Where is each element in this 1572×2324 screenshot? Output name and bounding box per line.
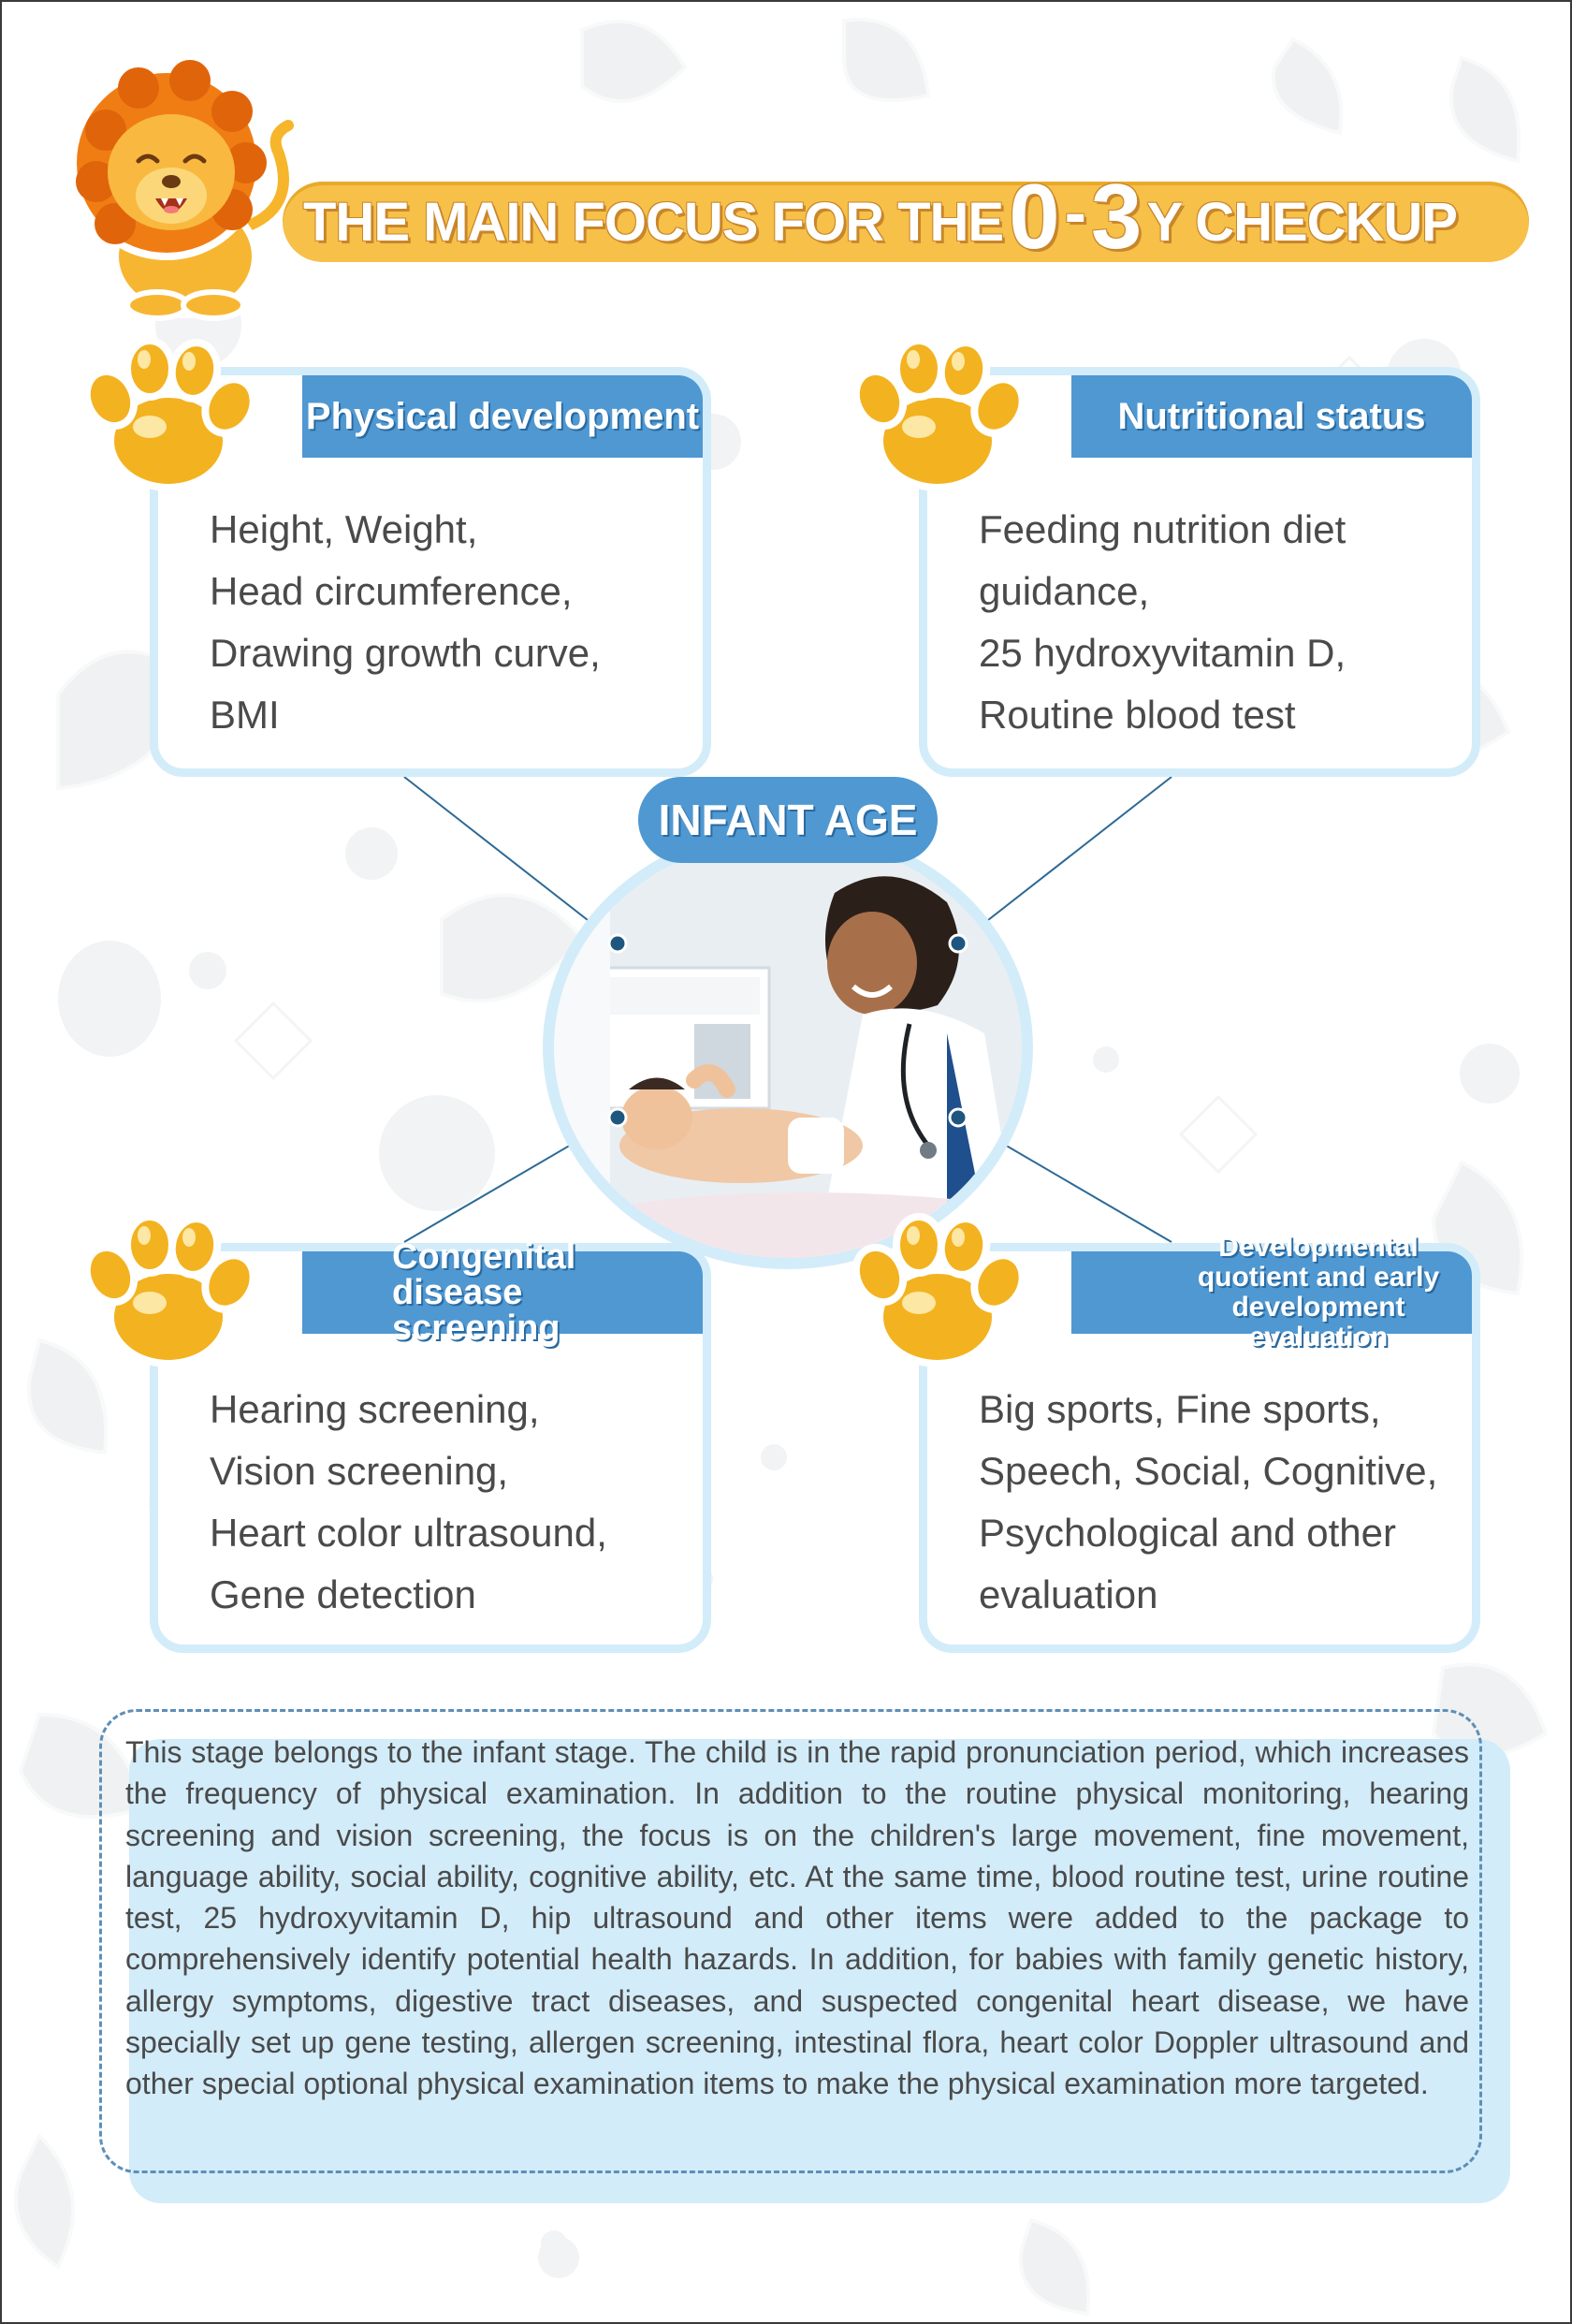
card-body-nutritional-status: Feeding nutrition diet guidance, 25 hydroxyvitamin D, Routine blood test bbox=[979, 507, 1346, 737]
lion-mascot-icon bbox=[45, 41, 326, 322]
card-header-nutritional-status: Nutritional status bbox=[1071, 375, 1472, 458]
card-body-physical-development: Height, Weight, Head circumference, Drawing growth curve, BMI bbox=[210, 507, 601, 737]
card-header-congenital-disease-screening: Congenital disease screening bbox=[302, 1251, 703, 1334]
description-text: This stage belongs to the infant stage. The child is in the rapid pronunciation period, which increases the frequency of physical examination. In addition to the routine physical monitoring, hearing screening and vision screening, the focus is on the children's large movement, fine movement, language ability, social ability, cognitive ability, etc. At the same time, blood routine test, urine routine test, 25 hydroxyvitamin D, hip ultrasound and other items were added to the package to comprehensively identify potential health hazards. In addition, for babies with family genetic history, allergy symptoms, digestive tract diseases, and suspected congenital heart disease, we have specially set up gene testing, allergen screening, intestinal flora, heart color Doppler ultrasound and other special optional physical examination items to make the physical examination more targeted. bbox=[125, 1735, 1469, 2101]
paw-icon bbox=[844, 333, 1031, 502]
title-dash: - bbox=[1064, 176, 1085, 249]
card-body-congenital-disease-screening: Hearing screening, Vision screening, Heart color ultrasound, Gene detection bbox=[210, 1387, 607, 1616]
card-header-physical-development: Physical development bbox=[302, 375, 703, 458]
paw-icon bbox=[75, 333, 262, 502]
title-suffix: Y CHECKUP bbox=[1146, 191, 1457, 253]
paw-icon bbox=[844, 1209, 1031, 1378]
title-prefix: THE MAIN FOCUS FOR THE bbox=[303, 191, 1004, 253]
center-label-badge: INFANT AGE bbox=[638, 777, 938, 863]
doctor-infant-photo bbox=[543, 826, 1033, 1269]
title-age-end: 3 bbox=[1090, 164, 1142, 268]
photo-illustration bbox=[554, 837, 1022, 1258]
card-header-developmental-evaluation: Developmental quotient and early development evaluation bbox=[1071, 1251, 1472, 1334]
title-age-start: 0 bbox=[1009, 164, 1059, 268]
paw-icon bbox=[75, 1209, 262, 1378]
page-title bbox=[303, 164, 1529, 273]
card-body-developmental-evaluation: Big sports, Fine sports, Speech, Social, Cognitive, Psychological and other evaluation bbox=[979, 1387, 1438, 1616]
